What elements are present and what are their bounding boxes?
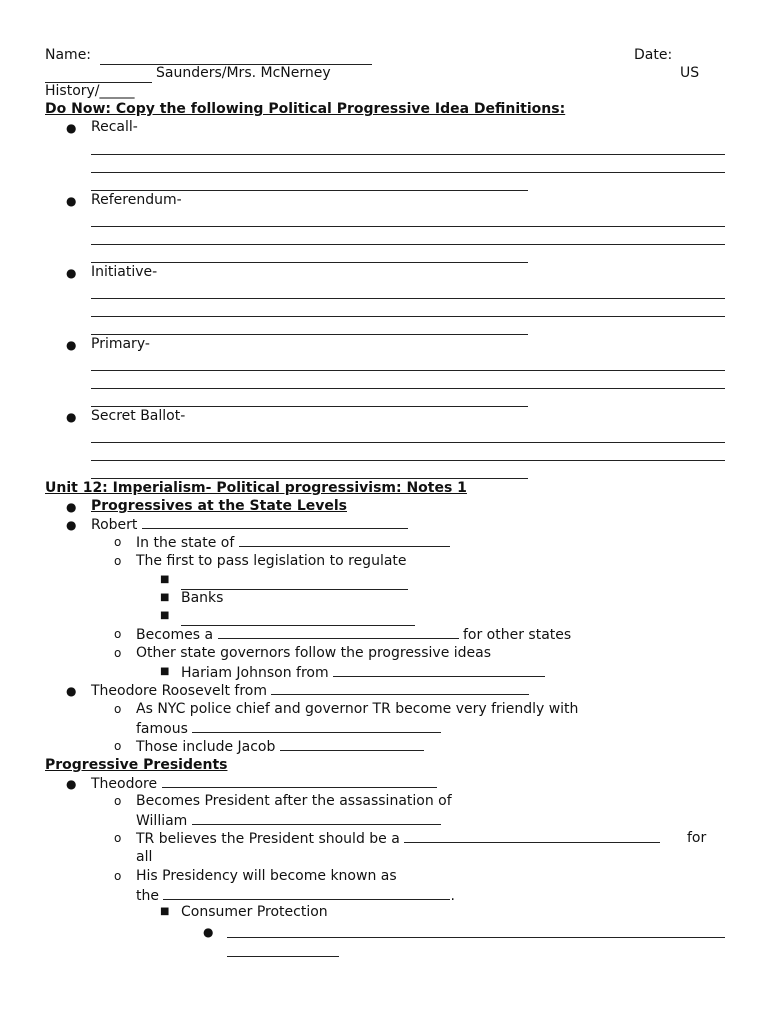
answer-line[interactable] <box>91 298 725 299</box>
theodore-line <box>91 775 437 793</box>
answer-line[interactable] <box>91 406 528 407</box>
famous-text: famous <box>136 721 188 737</box>
answer-line[interactable] <box>91 154 725 155</box>
bullet-circle: o <box>114 627 122 641</box>
fill-blank[interactable] <box>192 812 441 825</box>
bullet-circle: o <box>114 554 122 568</box>
bullet-disc: ● <box>66 500 77 514</box>
answer-line[interactable] <box>91 460 725 461</box>
nyc-line1: As NYC police chief and governor TR become very friendly with <box>136 701 579 717</box>
answer-line[interactable] <box>91 172 725 173</box>
the-text: the <box>136 888 159 904</box>
robert-line <box>91 516 408 534</box>
banks-text: Banks <box>181 590 224 606</box>
fill-blank[interactable] <box>192 720 441 733</box>
first-pass-text: The first to pass legislation to regulate <box>136 553 407 569</box>
bullet-circle: o <box>114 739 122 753</box>
bullet-circle: o <box>114 794 122 808</box>
bullet-circle: o <box>114 535 122 549</box>
fill-blank[interactable] <box>271 682 529 695</box>
period-text: . <box>450 888 455 904</box>
course-us: US <box>680 65 700 81</box>
bullet-disc: ● <box>66 410 77 424</box>
tr-from-text: Theodore Roosevelt from <box>91 683 268 699</box>
fill-blank[interactable] <box>227 937 725 938</box>
for-text: for <box>687 830 707 846</box>
date-label: Date: <box>634 47 673 63</box>
answer-line[interactable] <box>91 262 528 263</box>
bullet-disc: ● <box>203 925 214 939</box>
for-other-states-text: for other states <box>462 627 572 643</box>
becomes-a-line <box>136 626 571 644</box>
presidents-heading: Progressive Presidents <box>45 757 228 773</box>
becomes-a-text: Becomes a <box>136 627 214 643</box>
those-include-line <box>136 738 424 756</box>
answer-line[interactable] <box>91 226 725 227</box>
state-heading: Progressives at the State Levels <box>91 498 347 514</box>
theodore-text: Theodore <box>91 776 158 792</box>
bullet-circle: o <box>114 646 122 660</box>
term-initiative: Initiative- <box>91 264 158 280</box>
robert-text: Robert <box>91 517 138 533</box>
term-referendum: Referendum- <box>91 192 182 208</box>
nyc-line2 <box>136 720 441 738</box>
bullet-square: ■ <box>160 574 170 585</box>
answer-line[interactable] <box>91 370 725 371</box>
bullet-disc: ● <box>66 121 77 135</box>
the-line <box>136 887 455 905</box>
fill-blank[interactable] <box>227 956 339 957</box>
fill-blank[interactable] <box>163 887 450 900</box>
fill-blank[interactable] <box>280 738 424 751</box>
answer-line[interactable] <box>91 244 725 245</box>
bullet-disc: ● <box>66 777 77 791</box>
answer-line[interactable] <box>91 190 528 191</box>
all-text: all <box>136 849 153 865</box>
answer-line[interactable] <box>91 334 528 335</box>
fill-blank[interactable] <box>333 664 545 677</box>
bullet-circle: o <box>114 702 122 716</box>
bullet-circle: o <box>114 869 122 883</box>
term-secret-ballot: Secret Ballot- <box>91 408 186 424</box>
fill-blank[interactable] <box>404 830 660 843</box>
answer-line[interactable] <box>91 316 725 317</box>
his-presidency-text: His Presidency will become known as <box>136 868 397 884</box>
becomes-president-text: Becomes President after the assassination of <box>136 793 452 809</box>
bullet-square: ■ <box>160 610 170 621</box>
consumer-text: Consumer Protection <box>181 904 328 920</box>
william-line <box>136 812 441 830</box>
term-recall: Recall- <box>91 119 138 135</box>
in-state-line <box>136 534 450 552</box>
answer-line[interactable] <box>91 442 725 443</box>
bullet-circle: o <box>114 831 122 845</box>
bullet-square: ■ <box>160 906 170 917</box>
fill-blank[interactable] <box>162 775 437 788</box>
tr-believes-line <box>136 830 660 848</box>
unit-title: Unit 12: Imperialism- Political progressivism: Notes 1 <box>45 480 467 496</box>
william-text: William <box>136 813 188 829</box>
bullet-disc: ● <box>66 518 77 532</box>
those-include-text: Those include Jacob <box>136 739 276 755</box>
bullet-disc: ● <box>66 194 77 208</box>
bullet-disc: ● <box>66 338 77 352</box>
answer-line[interactable] <box>91 388 725 389</box>
other-governors-text: Other state governors follow the progressive ideas <box>136 645 492 661</box>
teachers-text: Saunders/Mrs. McNerney <box>156 65 331 81</box>
course-history: History/_____ <box>45 83 135 99</box>
do-now-title: Do Now: Copy the following Political Progressive Idea Definitions: <box>45 101 566 117</box>
hariam-text: Hariam Johnson from <box>181 665 329 681</box>
bullet-square: ■ <box>160 592 170 603</box>
term-primary: Primary- <box>91 336 150 352</box>
fill-blank[interactable] <box>142 516 408 529</box>
tr-from-line <box>91 682 529 700</box>
hariam-line <box>181 664 545 682</box>
answer-line[interactable] <box>91 478 528 479</box>
name-label: Name: <box>45 47 92 63</box>
fill-blank[interactable] <box>239 534 450 547</box>
bullet-disc: ● <box>66 684 77 698</box>
bullet-disc: ● <box>66 266 77 280</box>
in-state-text: In the state of <box>136 535 235 551</box>
fill-blank[interactable] <box>218 626 459 639</box>
tr-believes-text: TR believes the President should be a <box>136 831 400 847</box>
bullet-square: ■ <box>160 666 170 677</box>
